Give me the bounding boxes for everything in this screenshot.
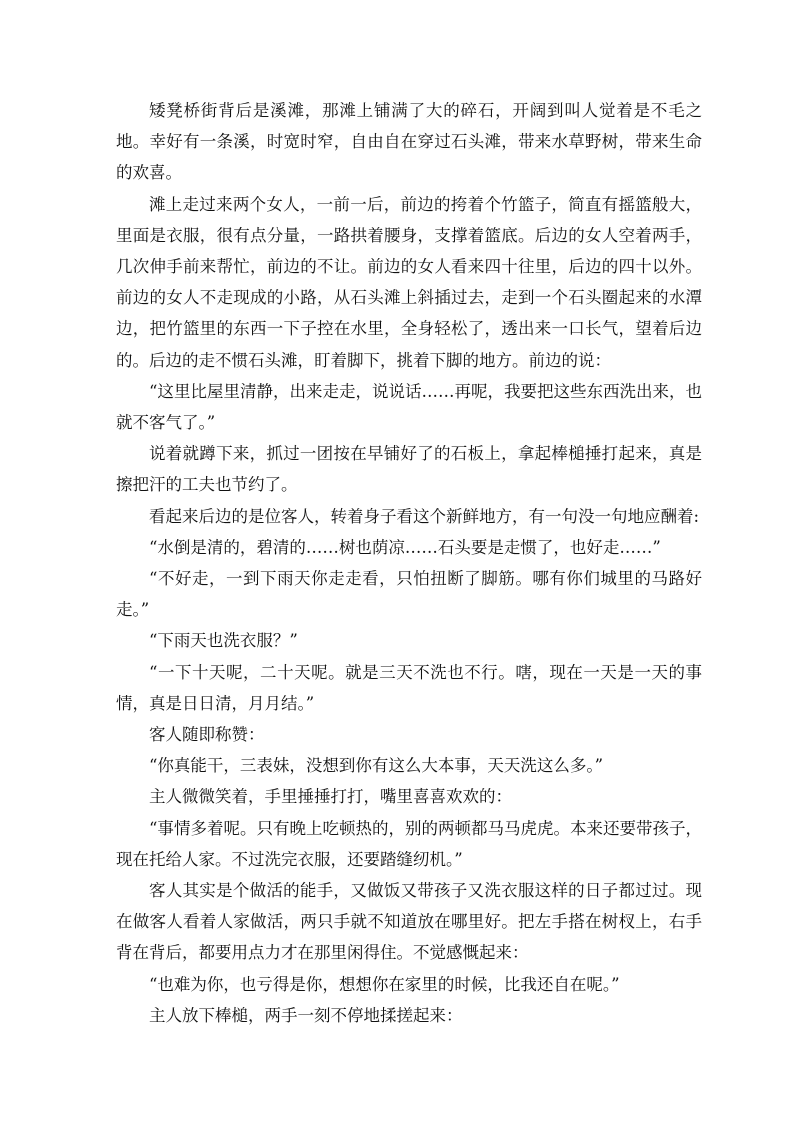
paragraph: “不好走，一到下雨天你走走看，只怕扭断了脚筋。哪有你们城里的马路好走。” [116,569,702,620]
paragraph: “水倒是清的，碧清的……树也荫凉……石头要是走惯了，也好走……” [149,537,661,557]
paragraph: 矮凳桥街背后是溪滩，那滩上铺满了大的碎石，开阔到叫人觉着是不毛之地。幸好有一条溪，时宽时窄，自由自在穿过石头滩，带来水草野树，带来生命的欢喜。 [116,101,702,183]
paragraph: “也难为你，也亏得是你，想想你在家里的时候，比我还自在呢。” [149,974,620,994]
paragraph: 说着就蹲下来，抓过一团按在早铺好了的石板上，拿起棒槌捶打起来，真是擦把汗的工夫也节约了。 [116,444,702,495]
paragraph: “你真能干，三表妹，没想到你有这么大本事，天天洗这么多。” [149,756,604,776]
paragraph: 客人其实是个做活的能手，又做饭又带孩子又洗衣服这样的日子都过过。现在做客人看着人家做活，两只手就不知道放在哪里好。把左手搭在树杈上，右手背在背后，都要用点力才在那里闲得住。不觉感慨起来： [116,881,702,963]
paragraph: 客人随即称赞： [149,725,265,745]
paragraph: “事情多着呢。只有晚上吃顿热的，别的两顿都马马虎虎。本来还要带孩子，现在托给人家。不过洗完衣服，还要踏缝纫机。” [116,818,702,869]
paragraph: “下雨天也洗衣服？” [149,631,298,651]
paragraph: “这里比屋里清静，出来走走，说说话……再呢，我要把这些东西洗出来，也就不客气了。” [116,381,702,433]
paragraph: 主人放下棒槌，两手一刻不停地揉搓起来： [149,1005,463,1025]
paragraph: “一下十天呢，二十天呢。就是三天不洗也不行。嗐，现在一天是一天的事情，真是日日清，月月结。” [116,662,702,713]
paragraph: 看起来后边的是位客人，转着身子看这个新鲜地方，有一句没一句地应酬着: [149,506,700,526]
paragraph: 主人微微笑着，手里捶捶打打，嘴里喜喜欢欢的： [149,787,512,807]
paragraph: 滩上走过来两个女人，一前一后，前边的挎着个竹篮子，简直有摇篮般大，里面是衣服，很有点分量，一路拱着腰身，支撑着篮底。后边的女人空着两手，几次伸手前来帮忙，前边的不让。前边的女人看来四十往里，后边的四十以外。前边的女人不走现成的小路，从石头滩上斜插过去，走到一个石头圈起来的水潭边，把竹篮里的东西一下子控在水里，全身轻松了，透出来一口长气，望着后边的。后边的走不惯石头滩，盯着脚下，挑着下脚的地方。前边的说： [116,194,702,370]
